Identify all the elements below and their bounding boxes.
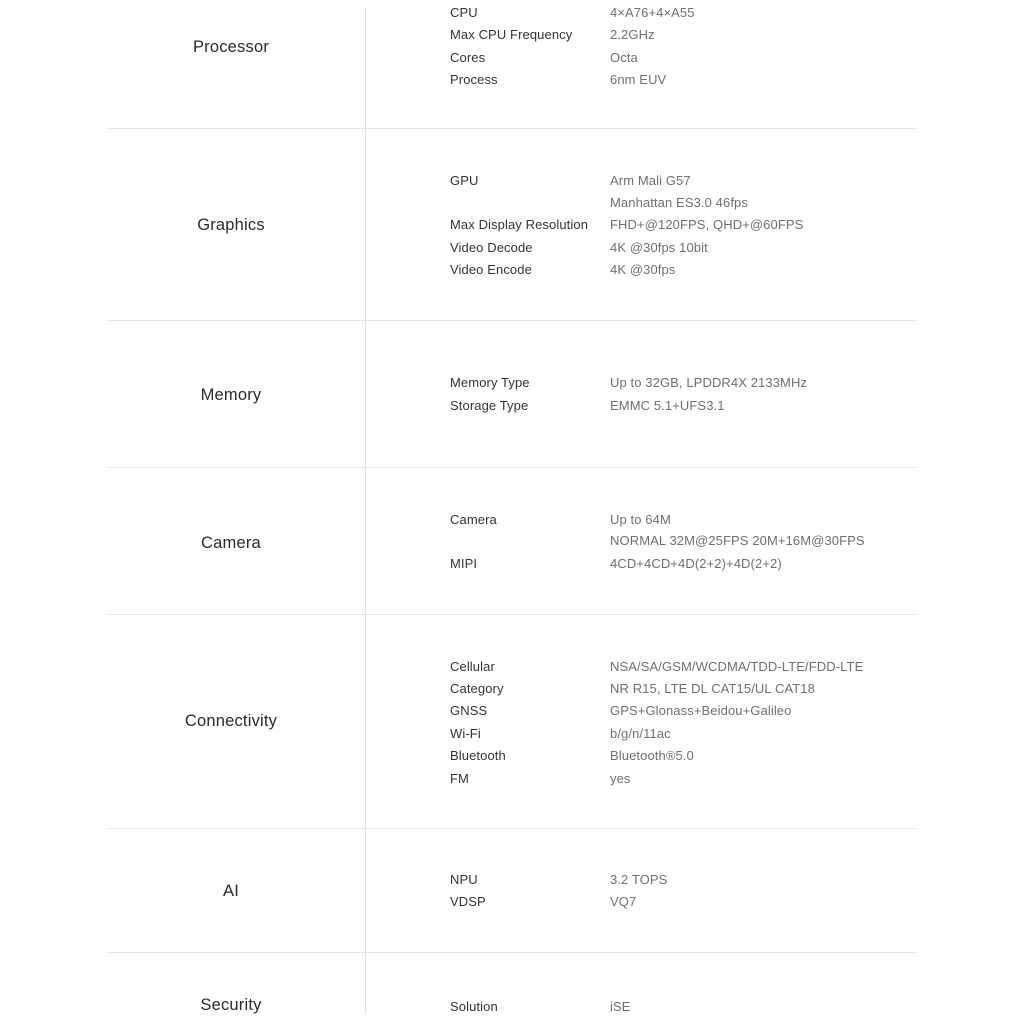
spec-row <box>450 701 910 721</box>
spec-row <box>450 70 910 90</box>
spec-value: NORMAL 32M@25FPS 20M+16M@30FPS <box>610 533 865 548</box>
spec-row <box>450 25 910 45</box>
spec-label: GNSS <box>450 703 488 718</box>
spec-label: Memory Type <box>450 375 530 390</box>
category-title: Security <box>200 996 262 1014</box>
spec-row <box>450 554 910 574</box>
spec-label: Video Encode <box>450 262 532 277</box>
category-title: AI <box>223 882 239 900</box>
column-divider <box>365 468 366 615</box>
spec-value: 4×A76+4×A55 <box>610 5 695 20</box>
section-security <box>107 952 917 1023</box>
spec-value: Bluetooth®5.0 <box>610 748 694 763</box>
spec-row <box>450 238 910 258</box>
spec-row <box>450 997 910 1017</box>
spec-value: GPS+Glonass+Beidou+Galileo <box>610 703 792 718</box>
spec-row <box>450 746 910 766</box>
section-ai <box>107 828 917 953</box>
spec-value: Up to 32GB, LPDDR4X 2133MHz <box>610 375 808 390</box>
spec-row <box>450 870 910 890</box>
spec-label: GPU <box>450 173 479 188</box>
spec-label: Cellular <box>450 659 495 674</box>
spec-label: Max Display Resolution <box>450 217 589 232</box>
spec-value: 6nm EUV <box>610 72 667 87</box>
spec-row <box>450 48 910 68</box>
spec-value: yes <box>610 771 631 786</box>
column-divider <box>365 129 366 321</box>
spec-value: EMMC 5.1+UFS3.1 <box>610 398 725 413</box>
spec-value: Arm Mali G57 <box>610 173 691 188</box>
spec-row <box>450 373 910 393</box>
spec-label: Cores <box>450 50 486 65</box>
spec-label: Category <box>450 681 504 696</box>
spec-label: FM <box>450 771 469 786</box>
spec-row <box>450 396 910 416</box>
section-memory <box>107 320 917 468</box>
column-divider <box>365 8 366 128</box>
spec-value: b/g/n/11ac <box>610 726 671 741</box>
section-graphics <box>107 128 917 321</box>
spec-value: 3.2 TOPS <box>610 872 668 887</box>
spec-value: 2.2GHz <box>610 27 655 42</box>
spec-label: MIPI <box>450 556 478 571</box>
section-connectivity <box>107 614 917 829</box>
spec-value: 4K @30fps <box>610 262 676 277</box>
spec-value: NR R15, LTE DL CAT15/UL CAT18 <box>610 681 815 696</box>
category-title: Camera <box>201 534 261 552</box>
spec-label: CPU <box>450 5 478 20</box>
spec-row <box>450 724 910 744</box>
spec-label: Video Decode <box>450 240 533 255</box>
spec-row <box>450 3 910 23</box>
spec-label: Storage Type <box>450 398 529 413</box>
spec-value: FHD+@120FPS, QHD+@60FPS <box>610 217 804 232</box>
spec-value: NSA/SA/GSM/WCDMA/TDD-LTE/FDD-LTE <box>610 659 864 674</box>
spec-value: 4CD+4CD+4D(2+2)+4D(2+2) <box>610 556 782 571</box>
spec-row <box>450 171 910 191</box>
category-title: Memory <box>200 386 262 404</box>
spec-label: Solution <box>450 999 498 1014</box>
spec-value: Octa <box>610 50 638 65</box>
spec-row <box>450 260 910 280</box>
spec-value: VQ7 <box>610 894 637 909</box>
spec-row <box>450 193 910 213</box>
column-divider <box>365 615 366 829</box>
spec-row <box>450 657 910 677</box>
spec-value: iSE <box>610 999 631 1014</box>
spec-row <box>450 892 910 912</box>
spec-label: Bluetooth <box>450 748 506 763</box>
spec-label: NPU <box>450 872 478 887</box>
spec-label: Camera <box>450 512 497 527</box>
spec-row <box>450 510 910 530</box>
spec-row <box>450 215 910 235</box>
column-divider <box>365 829 366 953</box>
section-processor <box>107 0 917 128</box>
category-title: Processor <box>192 38 270 56</box>
spec-label: Process <box>450 72 498 87</box>
spec-label: Wi-Fi <box>450 726 481 741</box>
spec-label: VDSP <box>450 894 486 909</box>
spec-value: Manhattan ES3.0 46fps <box>610 195 748 210</box>
spec-row <box>450 531 910 551</box>
spec-label: Max CPU Frequency <box>450 27 573 42</box>
category-title: Graphics <box>197 216 265 234</box>
spec-row <box>450 769 910 789</box>
category-title: Connectivity <box>184 712 278 730</box>
spec-value: Up to 64M <box>610 512 671 527</box>
column-divider <box>365 321 366 468</box>
column-divider <box>365 953 366 1013</box>
spec-row <box>450 679 910 699</box>
section-camera <box>107 467 917 615</box>
spec-value: 4K @30fps 10bit <box>610 240 708 255</box>
